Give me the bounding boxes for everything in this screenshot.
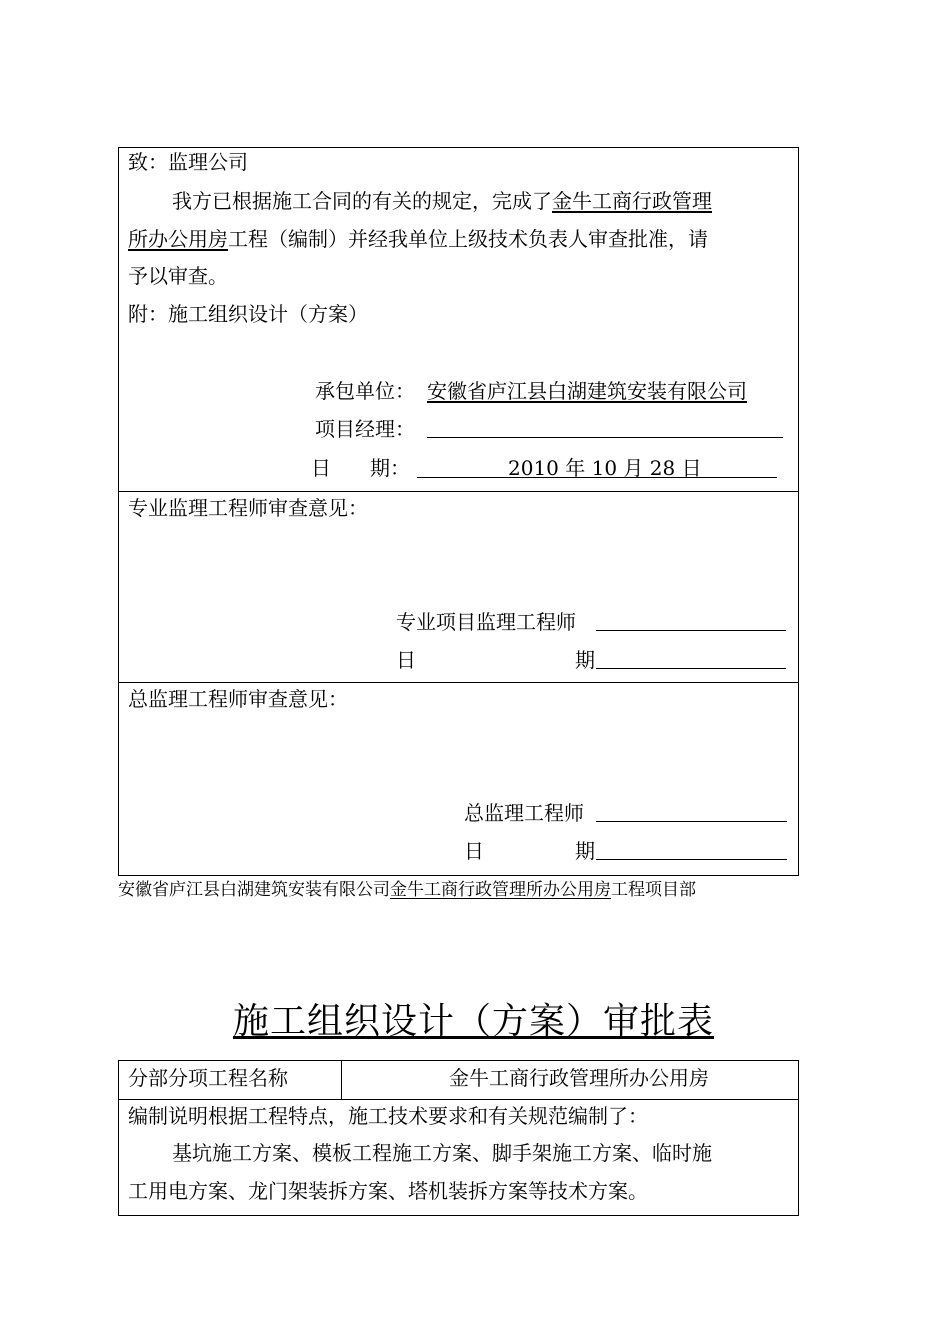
chief-date-label-2: 期 [575, 839, 595, 863]
body-text: 我方已根据施工合同的有关的规定，完成了 [172, 189, 552, 213]
footer-company: 安徽省庐江县白湖建筑安装有限公司 [118, 880, 390, 900]
chief-review-heading: 总监理工程师审查意见： [128, 687, 348, 711]
footer-suffix: 工程项目部 [611, 880, 696, 900]
specialist-date-label-1: 日 [396, 648, 416, 672]
row-divider [118, 491, 799, 492]
description-line-1: 编制说明根据工程特点，施工技术要求和有关规范编制了： [128, 1104, 648, 1128]
manager-label: 项目经理： [315, 417, 415, 441]
row-divider [118, 682, 799, 683]
description-line-3: 工用电方案、龙门架装拆方案、塔机装拆方案等技术方案。 [128, 1179, 648, 1203]
specialist-signer-label: 专业项目监理工程师 [396, 610, 576, 634]
specialist-date-line [596, 668, 786, 669]
project-name-part-2: 所办公用房 [128, 227, 228, 251]
specialist-review-heading: 专业监理工程师审查意见： [128, 496, 368, 520]
body-text: 工程（编制）并经我单位上级技术负表人审查批准，请 [228, 227, 708, 251]
specialist-signature-line [596, 630, 786, 631]
manager-signature-line [427, 437, 783, 438]
date-label-char-2: 期： [370, 456, 410, 480]
contractor-label: 承包单位： [315, 379, 415, 403]
project-name-label: 分部分项工程名称 [128, 1066, 288, 1090]
description-line-2: 基坑施工方案、模板工程施工方案、脚手架施工方案、临时施 [172, 1141, 712, 1165]
footer-project-department [118, 879, 696, 901]
addressee: 致：监理公司 [128, 150, 248, 174]
row-divider [118, 1099, 799, 1100]
form-title: 施工组织设计（方案）审批表 [233, 1001, 715, 1042]
chief-date-line [596, 859, 787, 860]
submission-date-value: 2010 年 10 月 28 日 [508, 456, 702, 480]
contractor-value: 安徽省庐江县白湖建筑安装有限公司 [427, 379, 747, 403]
submission-body-line-3: 予以审查。 [128, 264, 228, 288]
chief-date-label-1: 日 [464, 839, 484, 863]
submission-body-line-1 [172, 189, 712, 213]
column-divider [341, 1060, 342, 1099]
attachment-note: 附：施工组织设计（方案） [128, 302, 368, 326]
chief-signer-label: 总监理工程师 [464, 801, 584, 825]
chief-signature-line [596, 821, 787, 822]
footer-project: 金牛工商行政管理所办公用房 [390, 880, 611, 900]
date-label-char-1: 日 [311, 456, 331, 480]
project-name-part-1: 金牛工商行政管理 [552, 189, 712, 213]
project-name-value: 金牛工商行政管理所办公用房 [449, 1066, 709, 1090]
specialist-date-label-2: 期 [575, 648, 595, 672]
submission-body-line-2 [128, 227, 708, 251]
